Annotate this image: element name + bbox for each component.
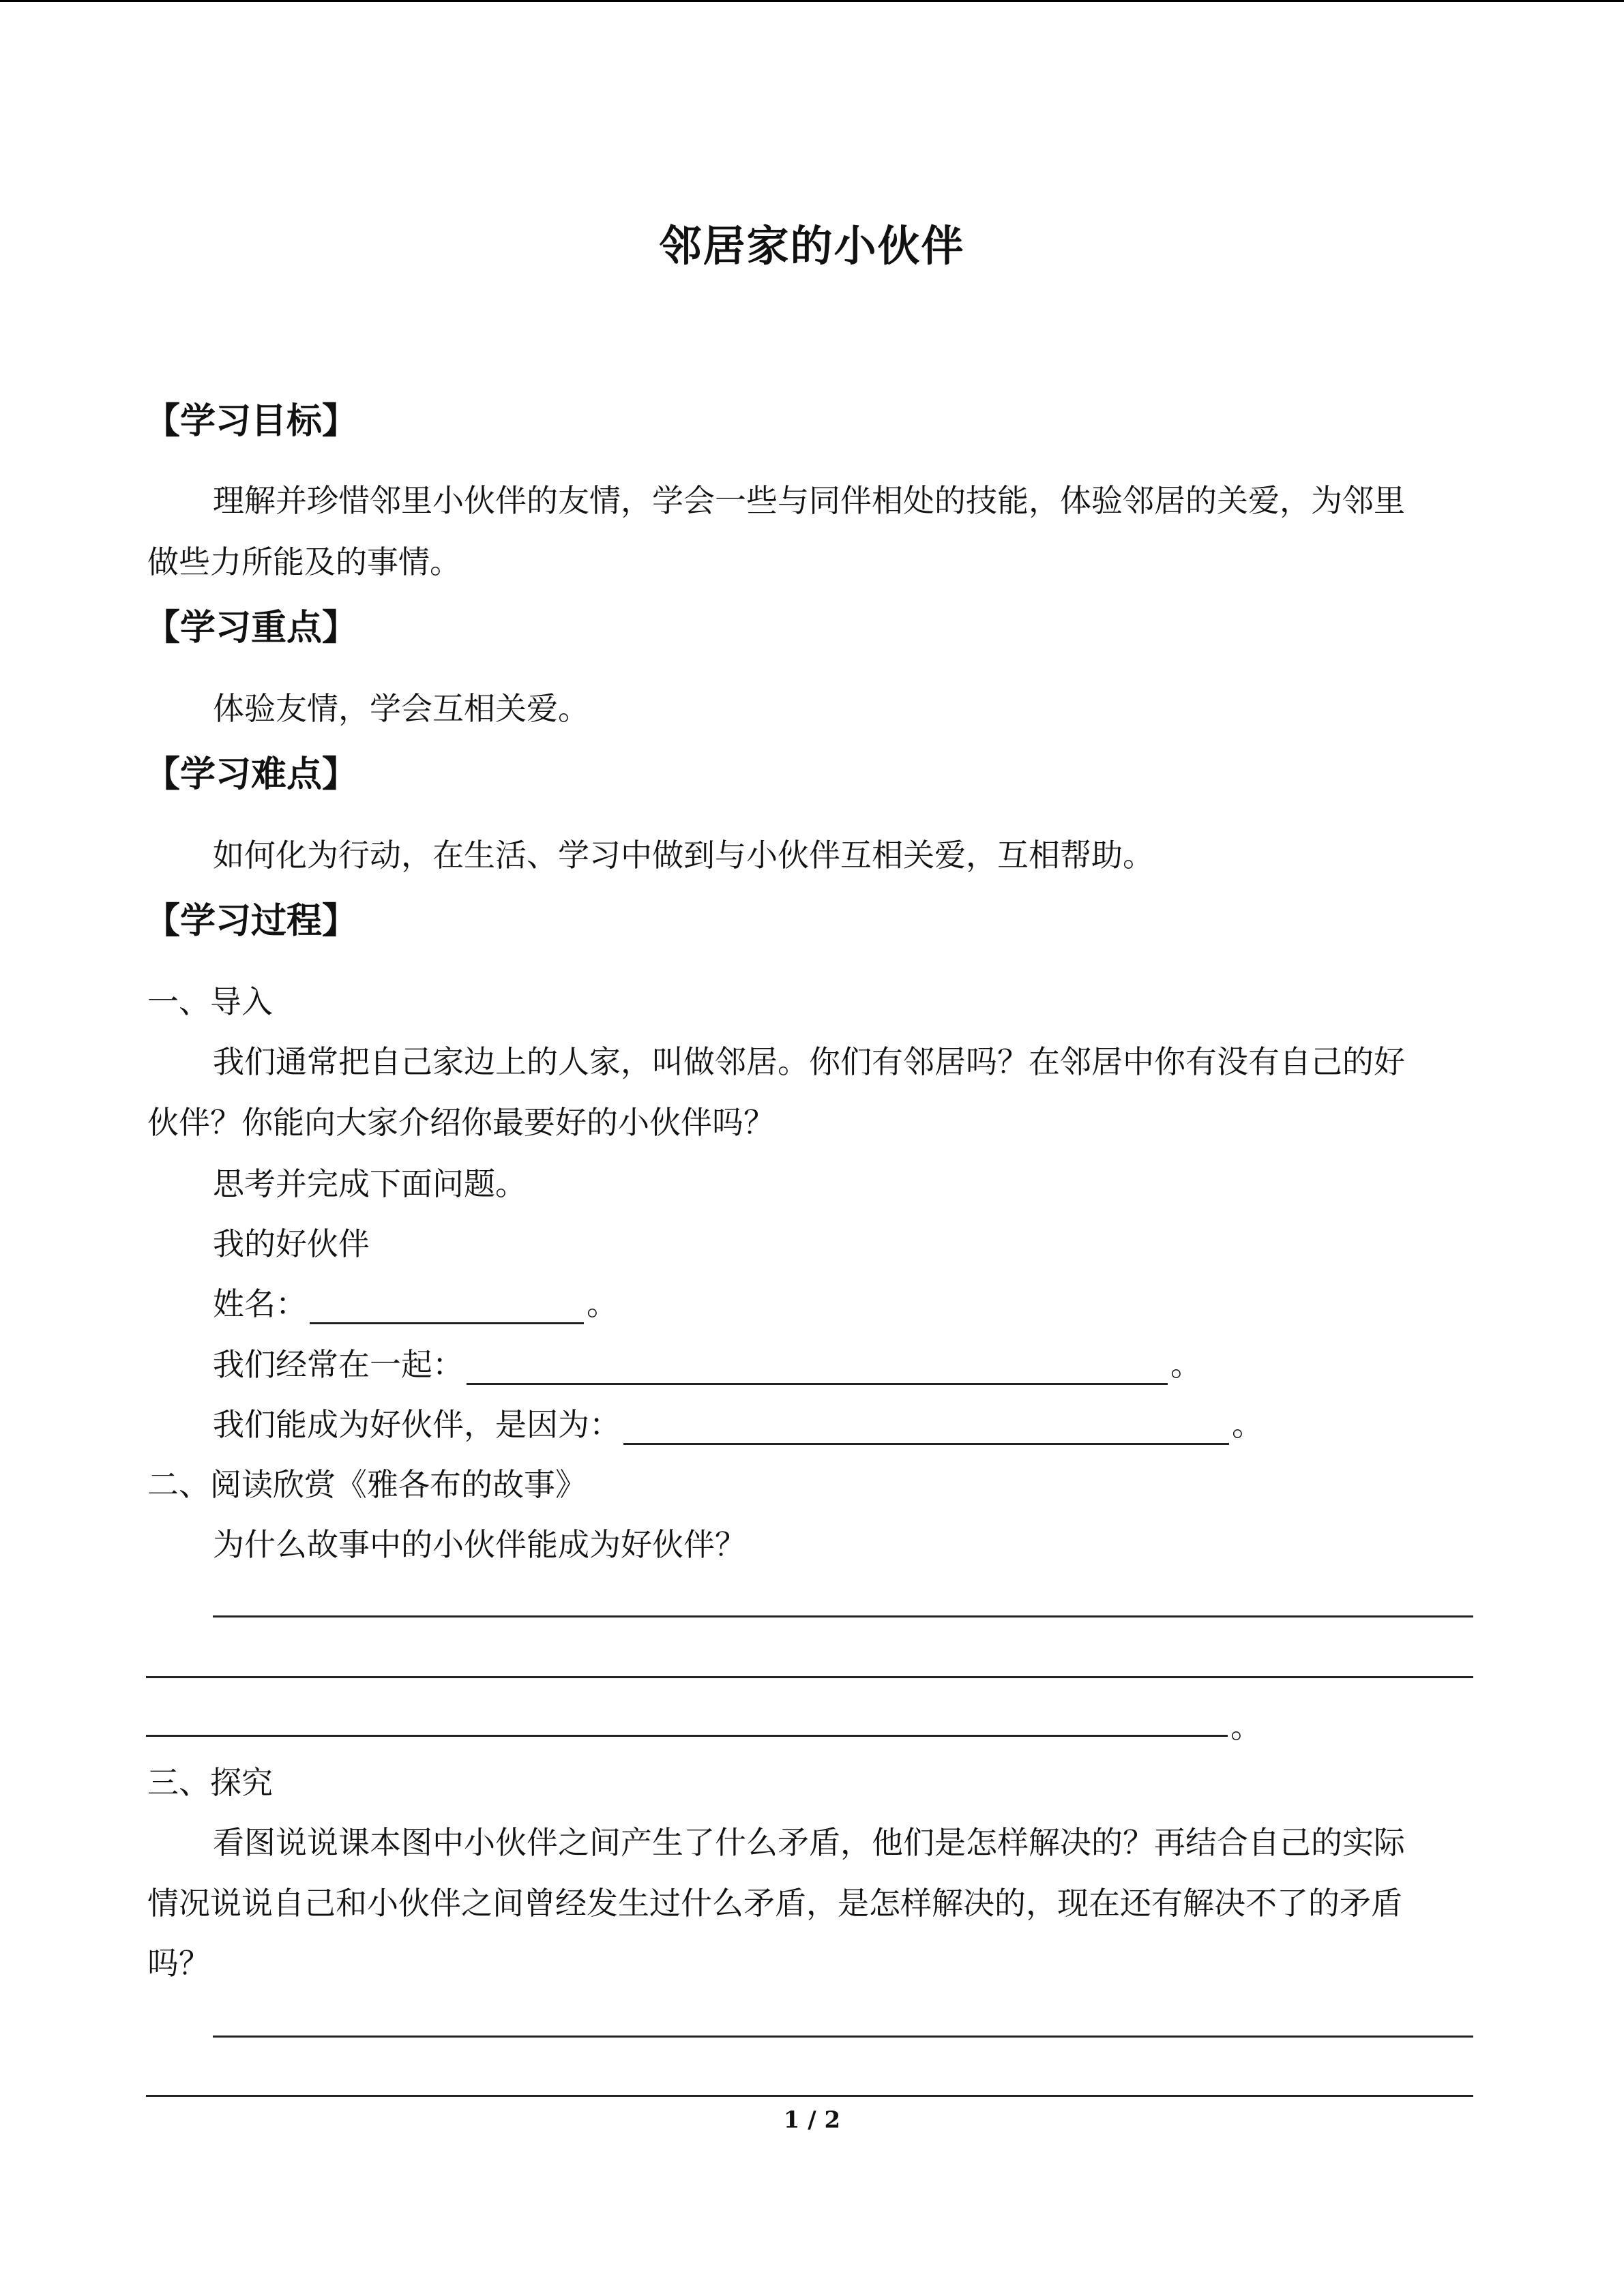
part1-line-2: 伙伴？你能向大家介绍你最要好的小伙伴吗？	[147, 1104, 775, 1141]
field-reason	[213, 1400, 1263, 1445]
document-title: 邻居家的小伙伴	[659, 221, 965, 271]
part1-line-1: 我们通常把自己家边上的人家，叫做邻居。你们有邻居吗？在邻居中你有没有自己的好	[213, 1043, 1405, 1080]
field-name-end: 。	[587, 1285, 618, 1322]
section-heading-difficulty: 【学习难点】	[145, 754, 358, 795]
answer-line-1[interactable]	[213, 1615, 1473, 1617]
field-reason-blank[interactable]	[623, 1413, 1229, 1445]
section-heading-key: 【学习重点】	[145, 607, 358, 648]
field-reason-label: 我们能成为好伙伴，是因为：	[213, 1406, 621, 1443]
footer-rule	[146, 2095, 1473, 2097]
part2-title: 二、阅读欣赏《雅各布的故事》	[147, 1466, 587, 1503]
part3-line-2: 情况说说自己和小伙伴之间曾经发生过什么矛盾，是怎样解决的，现在还有解决不了的矛盾	[147, 1885, 1402, 1922]
answer-line-4[interactable]	[213, 2036, 1473, 2038]
goal-line-2: 做些力所能及的事情。	[147, 543, 461, 580]
part2-question: 为什么故事中的小伙伴能成为好伙伴？	[213, 1526, 746, 1563]
answer-end-mark: 。	[1230, 1708, 1262, 1745]
section-heading-goal: 【学习目标】	[145, 400, 358, 442]
part3-line-3: 吗？	[147, 1945, 210, 1982]
field-name-label: 姓名：	[213, 1285, 307, 1322]
field-name	[213, 1279, 618, 1324]
field-together-end: 。	[1170, 1346, 1202, 1383]
part3-line-1: 看图说说课本图中小伙伴之间产生了什么矛盾，他们是怎样解决的？再结合自己的实际	[213, 1824, 1405, 1861]
part3-title: 三、探究	[147, 1764, 273, 1801]
answer-line-2[interactable]	[146, 1676, 1473, 1678]
field-reason-end: 。	[1232, 1406, 1263, 1443]
difficulty-line-1: 如何化为行动，在生活、学习中做到与小伙伴互相关爱，互相帮助。	[213, 837, 1154, 874]
field-together	[213, 1340, 1202, 1385]
key-line-1: 体验友情，学会互相关爱。	[213, 690, 589, 727]
page-number: 1 / 2	[783, 2106, 841, 2134]
section-heading-process: 【学习过程】	[145, 900, 358, 942]
goal-line-1: 理解并珍惜邻里小伙伴的友情，学会一些与同伴相处的技能，体验邻居的关爱，为邻里	[213, 482, 1405, 519]
answer-line-3[interactable]	[146, 1735, 1228, 1737]
part1-subtitle: 我的好伙伴	[213, 1225, 370, 1262]
part1-title: 一、导入	[147, 983, 273, 1020]
field-name-blank[interactable]	[310, 1292, 584, 1324]
part1-prompt: 思考并完成下面问题。	[213, 1165, 527, 1202]
field-together-label: 我们经常在一起：	[213, 1346, 464, 1383]
field-together-blank[interactable]	[467, 1353, 1168, 1385]
